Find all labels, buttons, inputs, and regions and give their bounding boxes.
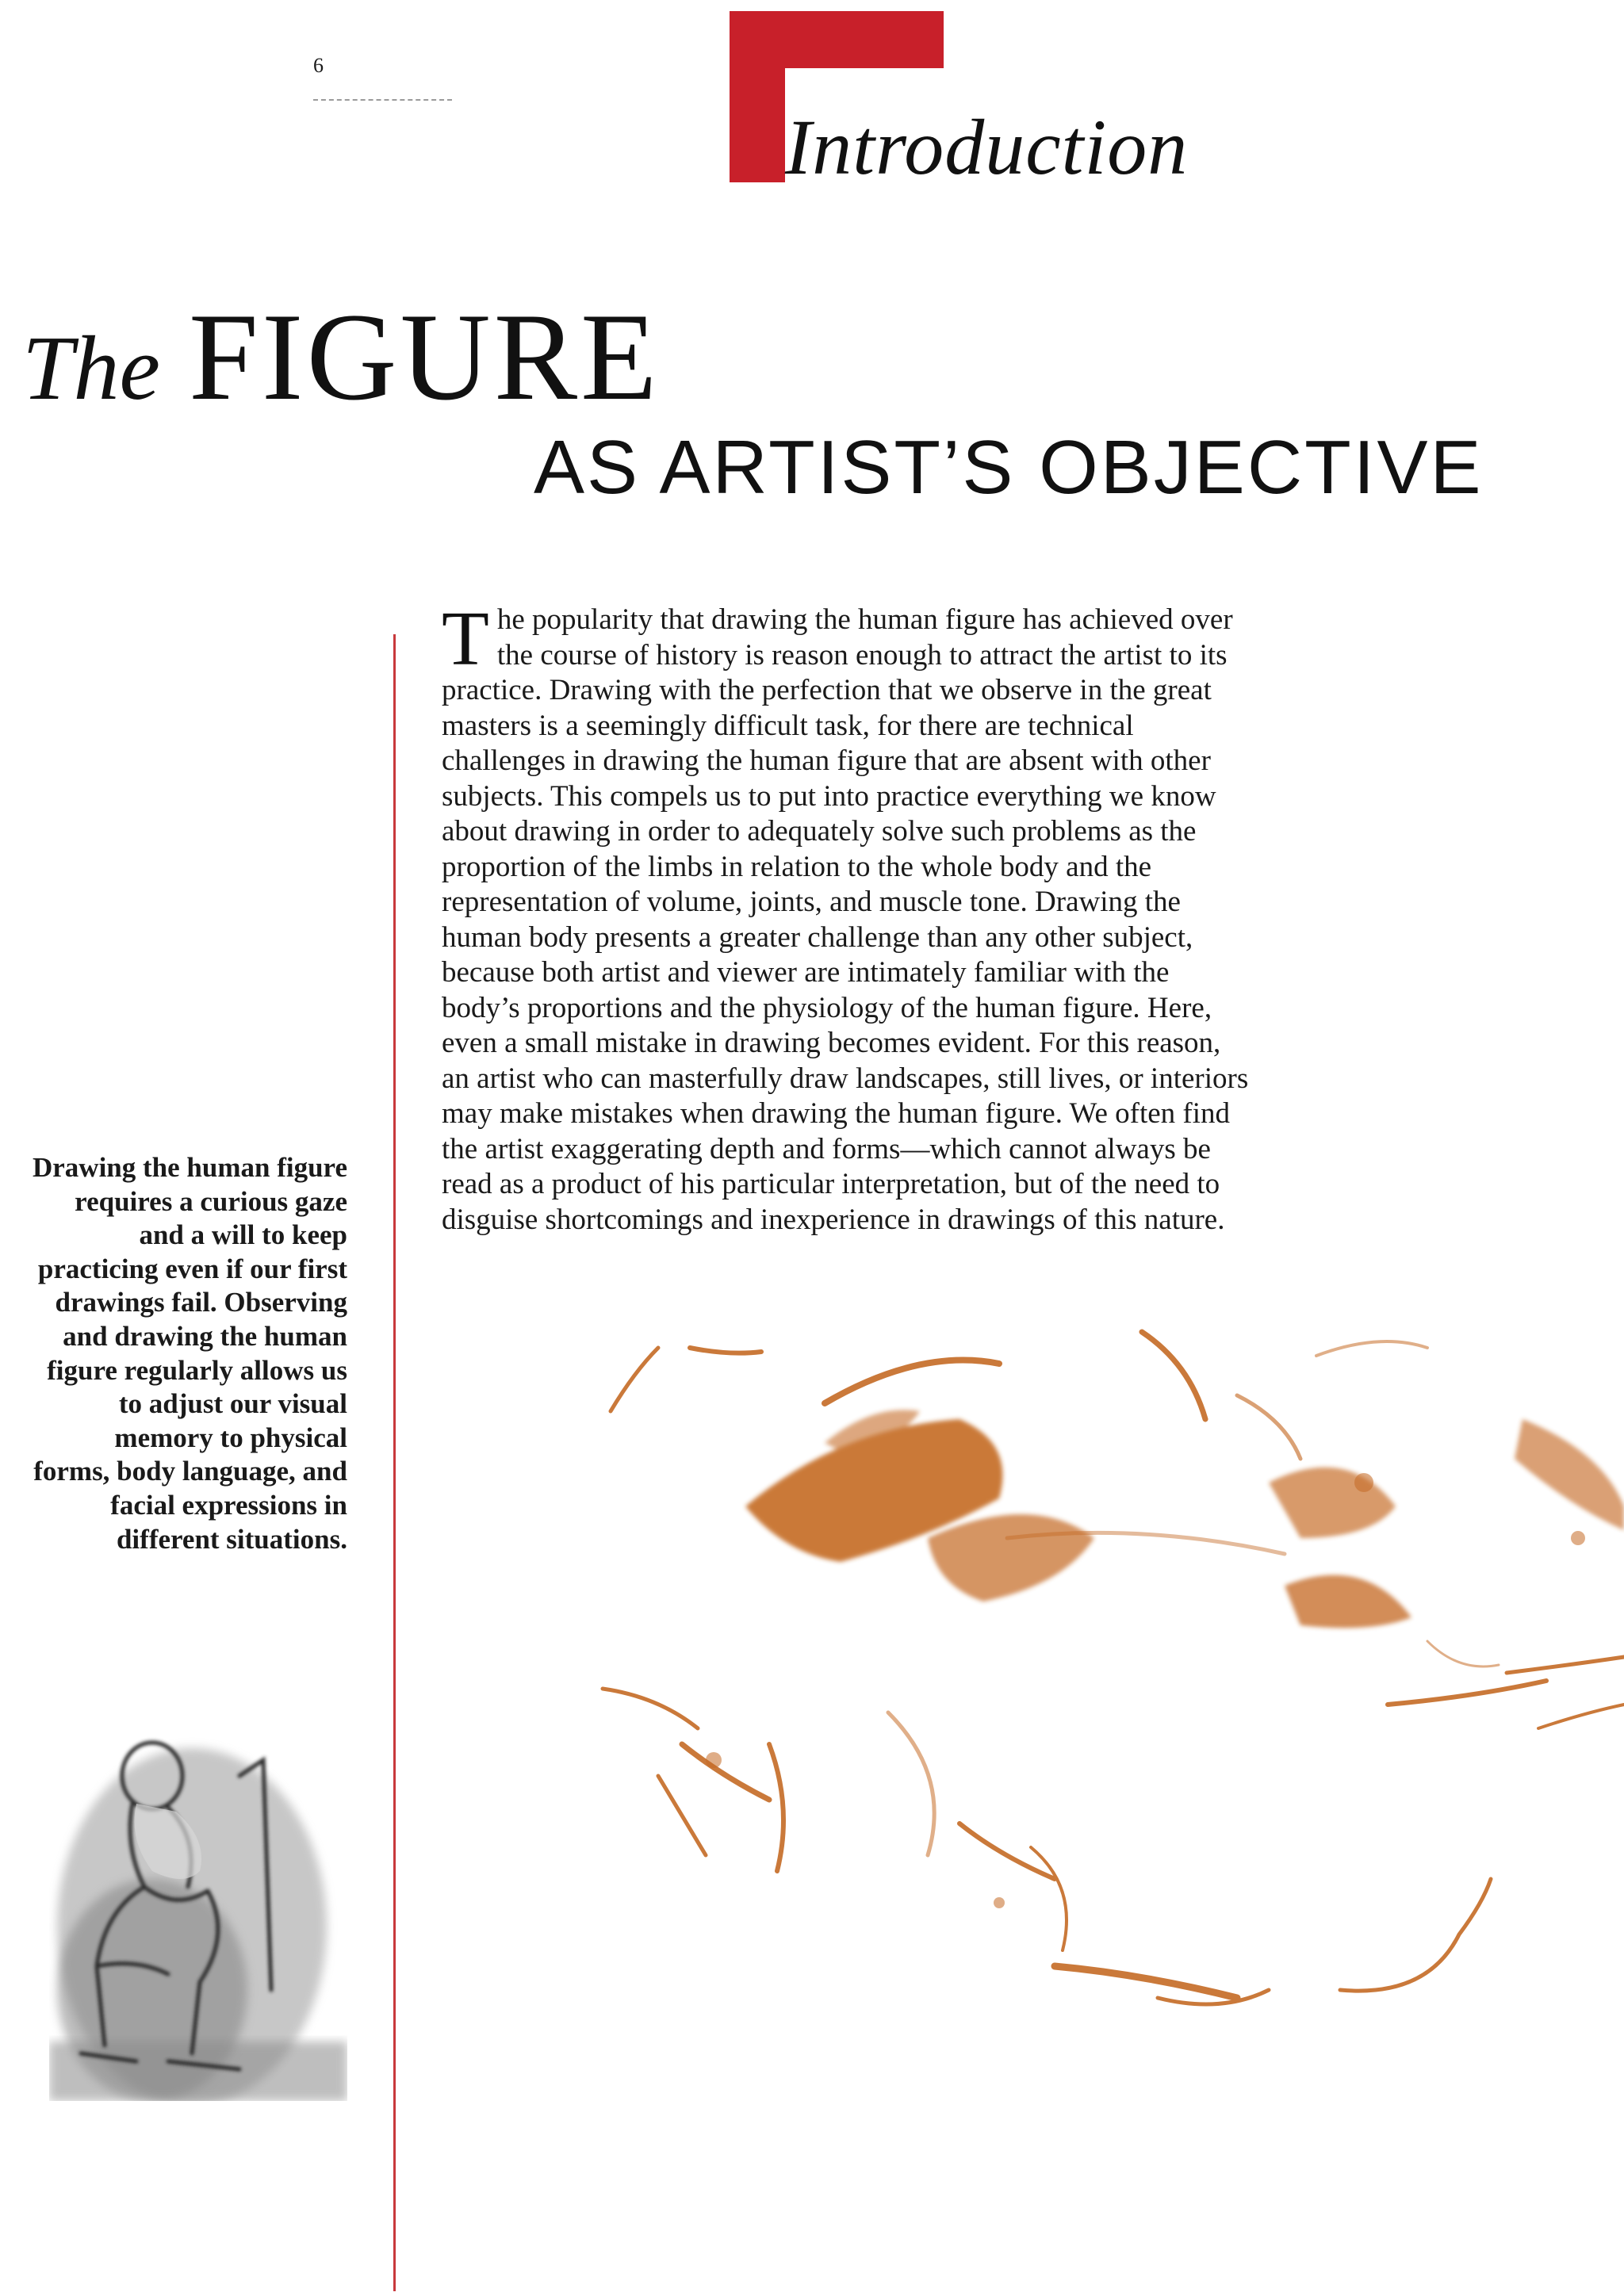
page-subtitle: AS ARTIST’S OBJECTIVE xyxy=(534,425,1484,510)
body-text: he popularity that drawing the human figure has achieved over the course of history is reason enough to attract the artist to its practice. Drawing with the perfection that we observe in the great masters is a seemingly difficult task, for there are technical challenges in drawing the human figure that are absent with other subjects. This compels us to put into practice everything we know about drawing in order to adequately solve such problems as the proportion of the limbs in relation to the whole body and the representation of volume, joints, and muscle tone. Drawing the human body presents a greater challenge than any other subject, because both artist and viewer are intimately familiar with the body’s proportions and the physiology of the human figure. Here, even a small mistake in drawing becomes evident. For this reason, an artist who can masterfully draw landscapes, still lives, or interiors may make mistakes when drawing the human figure. We often find the artist exaggerating depth and forms—which cannot always be read as a product of his particular interpretation, but of the need to disguise shortcomings and inexperience in drawings of this nature. xyxy=(442,603,1249,1236)
title-main-word: FIGURE xyxy=(189,288,661,427)
title-script-word: The xyxy=(22,318,160,419)
sidebar-caption: Drawing the human figure requires a curious gaze and a will to keep practicing even if our first drawings fail. Observing and drawing the human figure regularly allows us to adjust our visual memory to physical forms, body language, and facial expressions in different situations. xyxy=(32,1152,347,1555)
page-number: 6 xyxy=(313,54,324,77)
drop-cap: T xyxy=(442,596,489,682)
section-label: Introduction xyxy=(785,103,1189,191)
sanguine-figure-drawing xyxy=(587,1300,1624,2093)
page-number-rule xyxy=(313,99,452,101)
body-paragraph xyxy=(442,596,1251,1238)
page-title xyxy=(22,285,661,430)
column-divider xyxy=(393,634,396,2291)
charcoal-sketch-image xyxy=(49,1728,347,2101)
